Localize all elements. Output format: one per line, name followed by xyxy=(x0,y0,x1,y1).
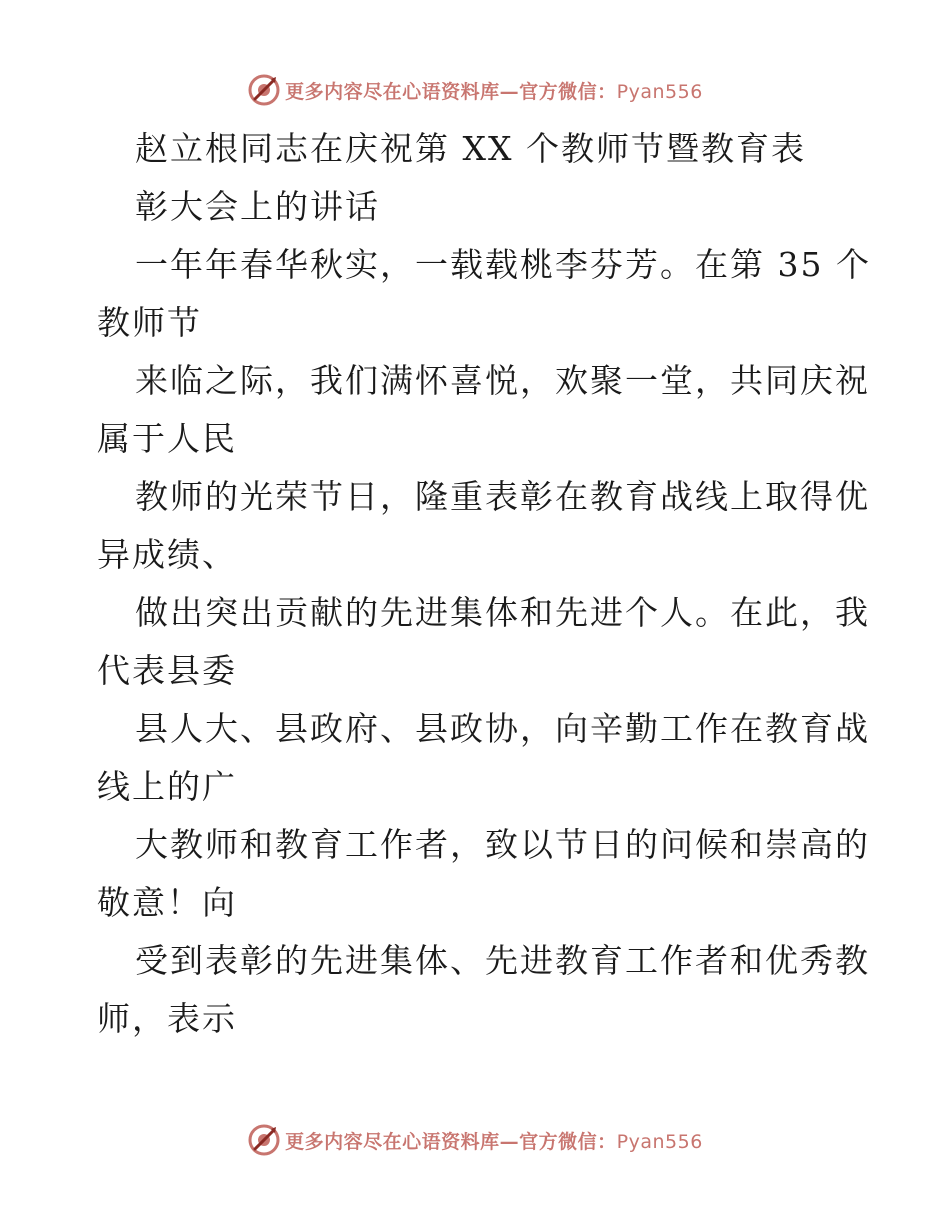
banner-text: 更多内容尽在心语资料库—官方微信：Pyan556 xyxy=(285,1130,703,1153)
paragraph-line: 教师节 xyxy=(97,303,202,342)
paragraph-line: 县人大、县政府、县政协，向辛勤工作在教育战 xyxy=(135,709,870,748)
paragraph-line: 教师的光荣节日，隆重表彰在教育战线上取得优 xyxy=(135,477,870,516)
paragraph-line: 代表县委 xyxy=(97,651,237,690)
paragraph-line: 师，表示 xyxy=(97,999,237,1038)
paragraph-line: 做出突出贡献的先进集体和先进个人。在此，我 xyxy=(135,593,870,632)
paragraph-line: 异成绩、 xyxy=(97,535,237,574)
paragraph-line: 属于人民 xyxy=(97,419,237,458)
paragraph-line: 来临之际，我们满怀喜悦，欢聚一堂，共同庆祝 xyxy=(135,361,870,400)
paragraph-line: 敬意！向 xyxy=(97,883,237,922)
paragraph-line: 一年年春华秋实，一载载桃李芬芳。在第 35 个 xyxy=(135,245,871,284)
header-banner xyxy=(0,70,950,110)
title-line-2: 彰大会上的讲话 xyxy=(135,187,380,226)
logo-icon xyxy=(247,73,281,107)
paragraph-line: 线上的广 xyxy=(97,767,237,806)
logo-icon xyxy=(247,1123,281,1157)
paragraph-line: 受到表彰的先进集体、先进教育工作者和优秀教 xyxy=(135,941,870,980)
footer-banner xyxy=(0,1120,950,1160)
paragraph-line: 大教师和教育工作者，致以节日的问候和崇高的 xyxy=(135,825,870,864)
title-line-1: 赵立根同志在庆祝第 XX 个教师节暨教育表 xyxy=(135,129,806,168)
banner-id: Pyan556 xyxy=(616,1130,703,1153)
banner-text: 更多内容尽在心语资料库—官方微信：Pyan556 xyxy=(285,80,703,103)
banner-id: Pyan556 xyxy=(616,80,703,103)
document-body xyxy=(97,120,871,1048)
